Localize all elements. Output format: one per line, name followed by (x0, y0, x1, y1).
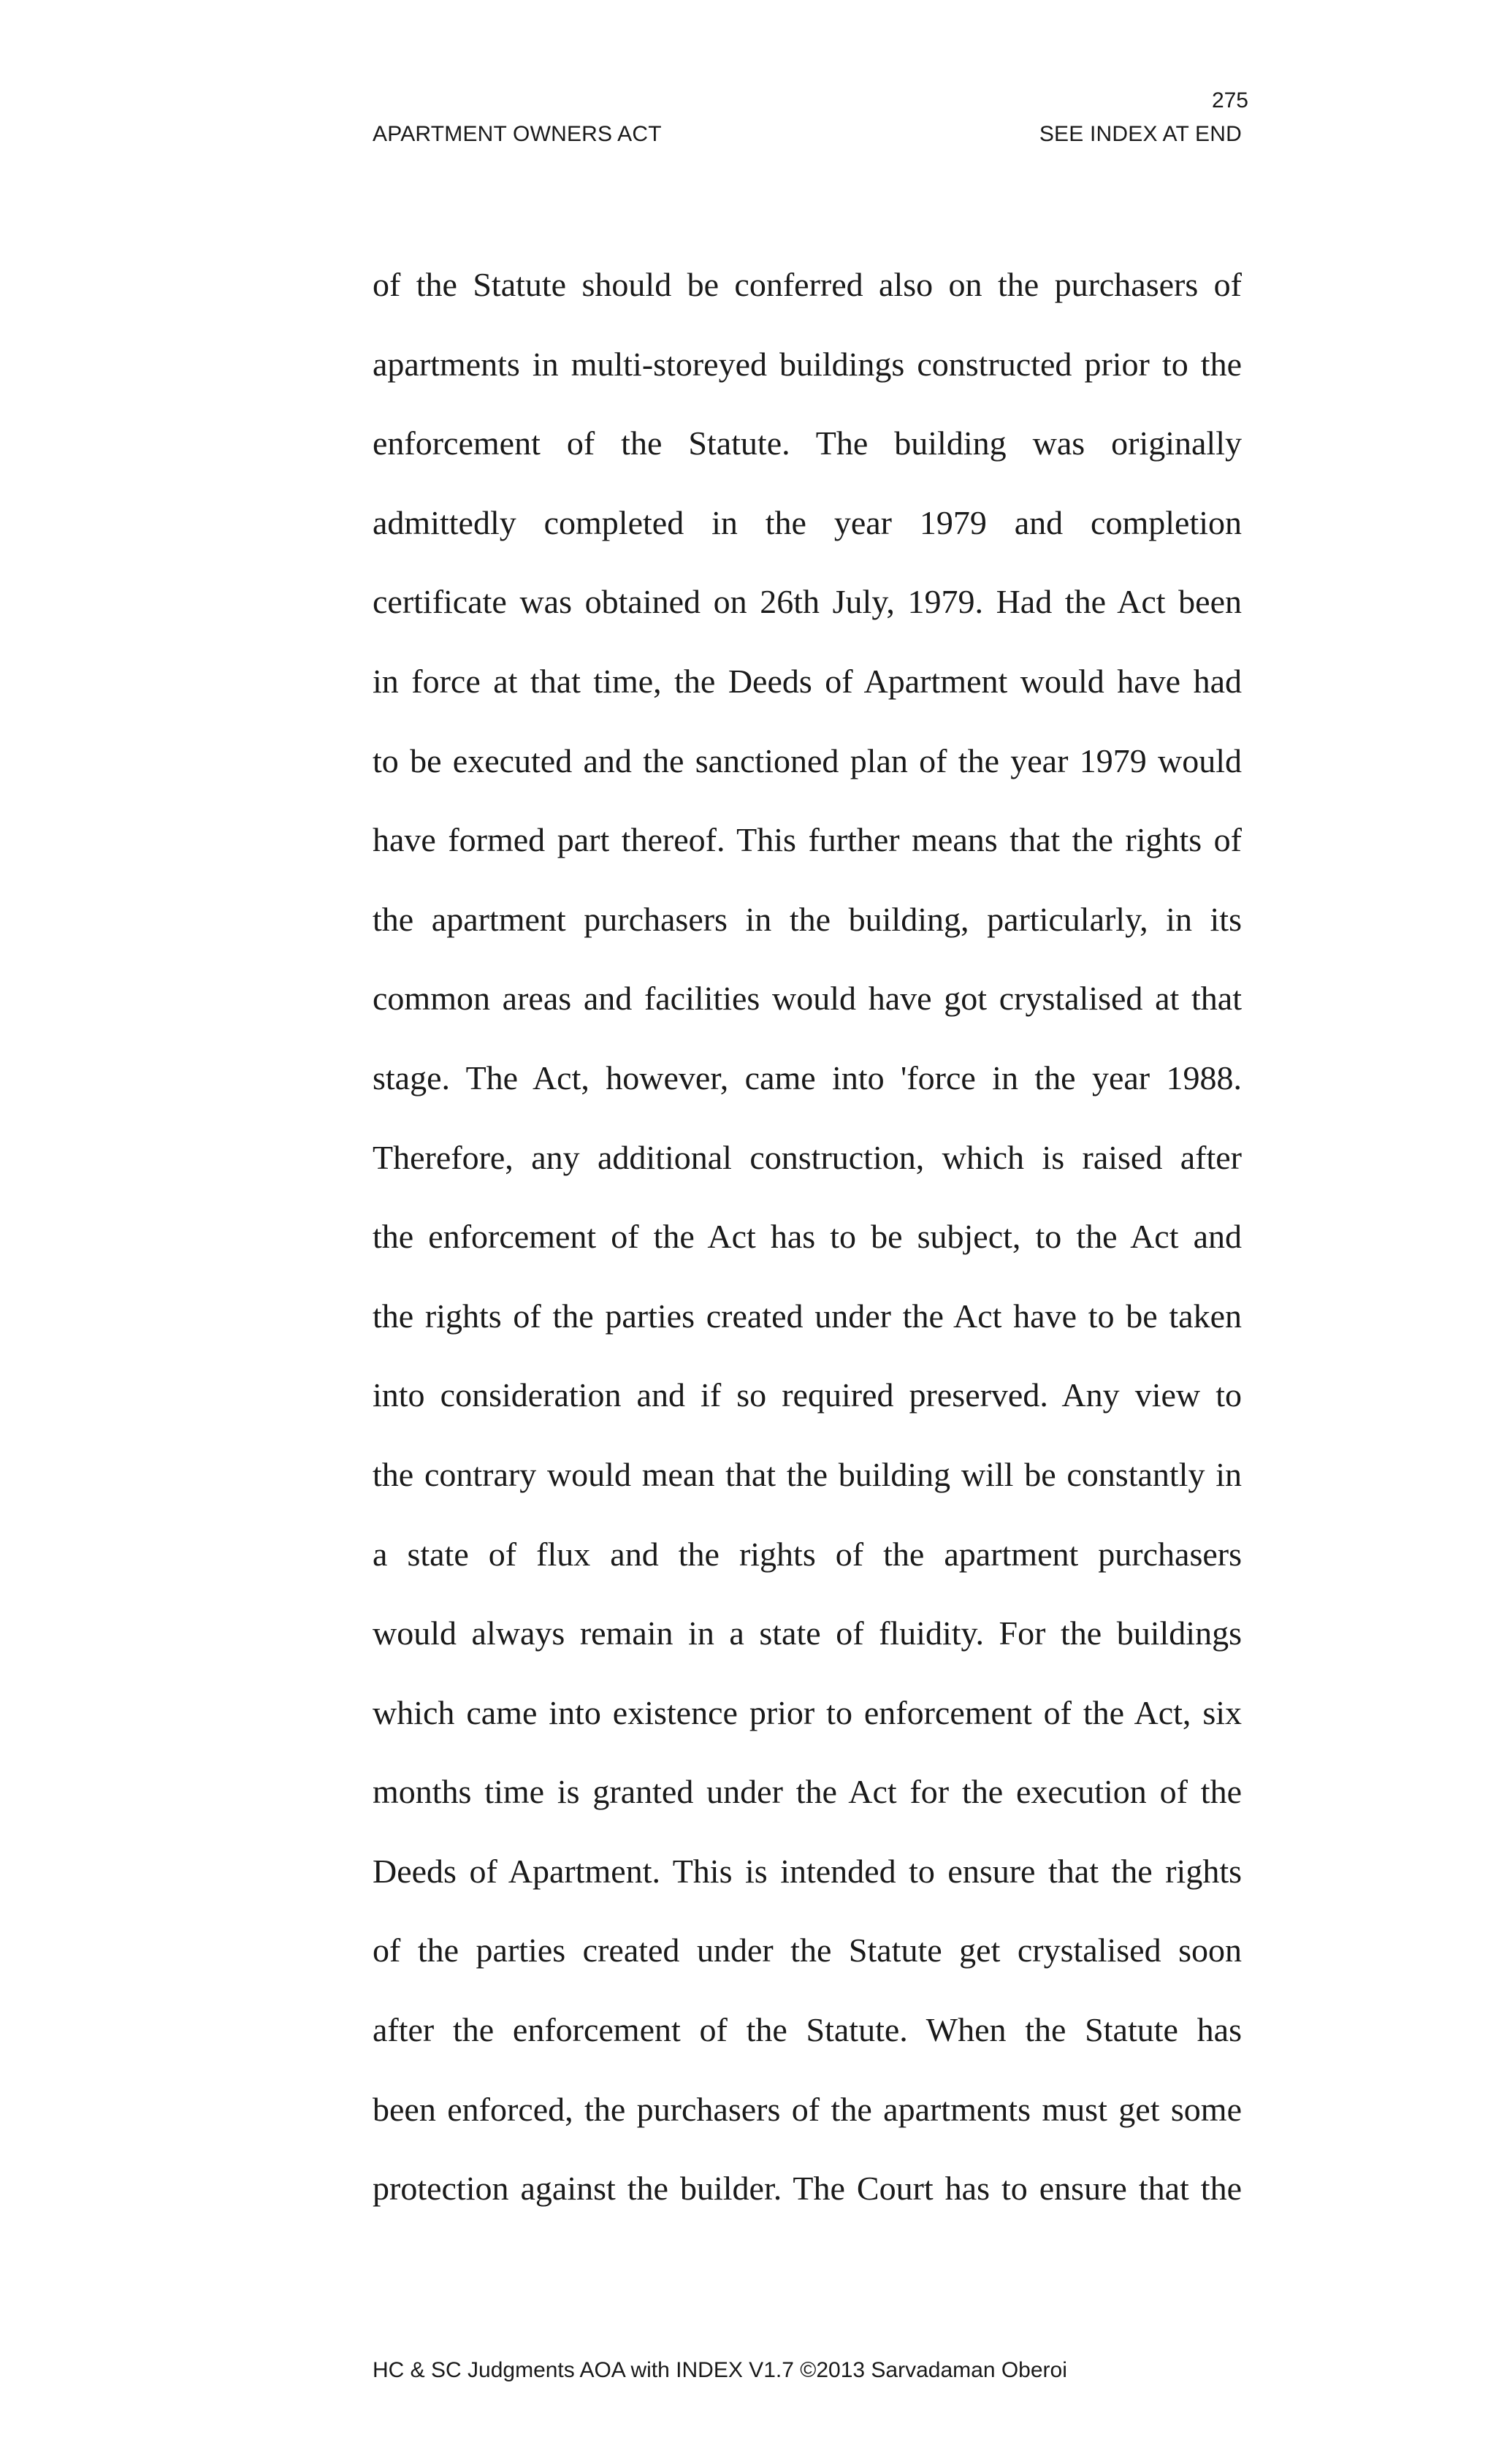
body-text-line: admittedly completed in the year 1979 and completion (373, 503, 1242, 541)
header-title: APARTMENT OWNERS ACT (373, 122, 662, 146)
body-text-line: have formed part thereof. This further means that the rights of (373, 821, 1242, 859)
body-text-line: stage. The Act, however, came into 'force in the year 1988. (373, 1059, 1242, 1096)
body-text-line: of the Statute should be conferred also on the purchasers of (373, 266, 1242, 303)
header-index-note: SEE INDEX AT END (1039, 122, 1242, 146)
body-text-line: been enforced, the purchasers of the apartments must get some (373, 2090, 1242, 2128)
body-text-line: the enforcement of the Act has to be subject, to the Act and (373, 1218, 1242, 1256)
page-number: 275 (1211, 88, 1248, 112)
body-text-line: which came into existence prior to enforcement of the Act, six (373, 1693, 1242, 1731)
body-text-line: would always remain in a state of fluidity. For the buildings (373, 1614, 1242, 1652)
running-header (373, 121, 1242, 148)
body-text-line: the contrary would mean that the building will be constantly in (373, 1455, 1242, 1493)
body-text-line: a state of flux and the rights of the apartment purchasers (373, 1535, 1242, 1573)
body-text-line: to be executed and the sanctioned plan of the year 1979 would (373, 741, 1242, 779)
body-text-line: after the enforcement of the Statute. When the Statute has (373, 2011, 1242, 2049)
body-text-line: into consideration and if so required preserved. Any view to (373, 1376, 1242, 1414)
body-text-line: enforcement of the Statute. The building was originally (373, 424, 1242, 462)
body-text-line: common areas and facilities would have got crystalised at that (373, 980, 1242, 1018)
body-text-line: the apartment purchasers in the building, particularly, in its (373, 900, 1242, 938)
body-text-line: Deeds of Apartment. This is intended to ensure that the rights (373, 1852, 1242, 1890)
body-text-line: Therefore, any additional construction, which is raised after (373, 1138, 1242, 1176)
body-text-line: apartments in multi-storeyed buildings constructed prior to the (373, 345, 1242, 383)
footer-credit: HC & SC Judgments AOA with INDEX V1.7 ©2013 Sarvadaman Oberoi (373, 2358, 1067, 2382)
body-text-line: in force at that time, the Deeds of Apartment would have had (373, 662, 1242, 700)
body-text-line: months time is granted under the Act for the execution of the (373, 1773, 1242, 1811)
body-text-line: of the parties created under the Statute get crystalised soon (373, 1931, 1242, 1969)
body-text-line: certificate was obtained on 26th July, 1979. Had the Act been (373, 583, 1242, 621)
body-paragraph (373, 261, 1242, 2244)
body-text-line: protection against the builder. The Court has to ensure that the (373, 2170, 1242, 2208)
body-text-line: the rights of the parties created under the Act have to be taken (373, 1297, 1242, 1335)
